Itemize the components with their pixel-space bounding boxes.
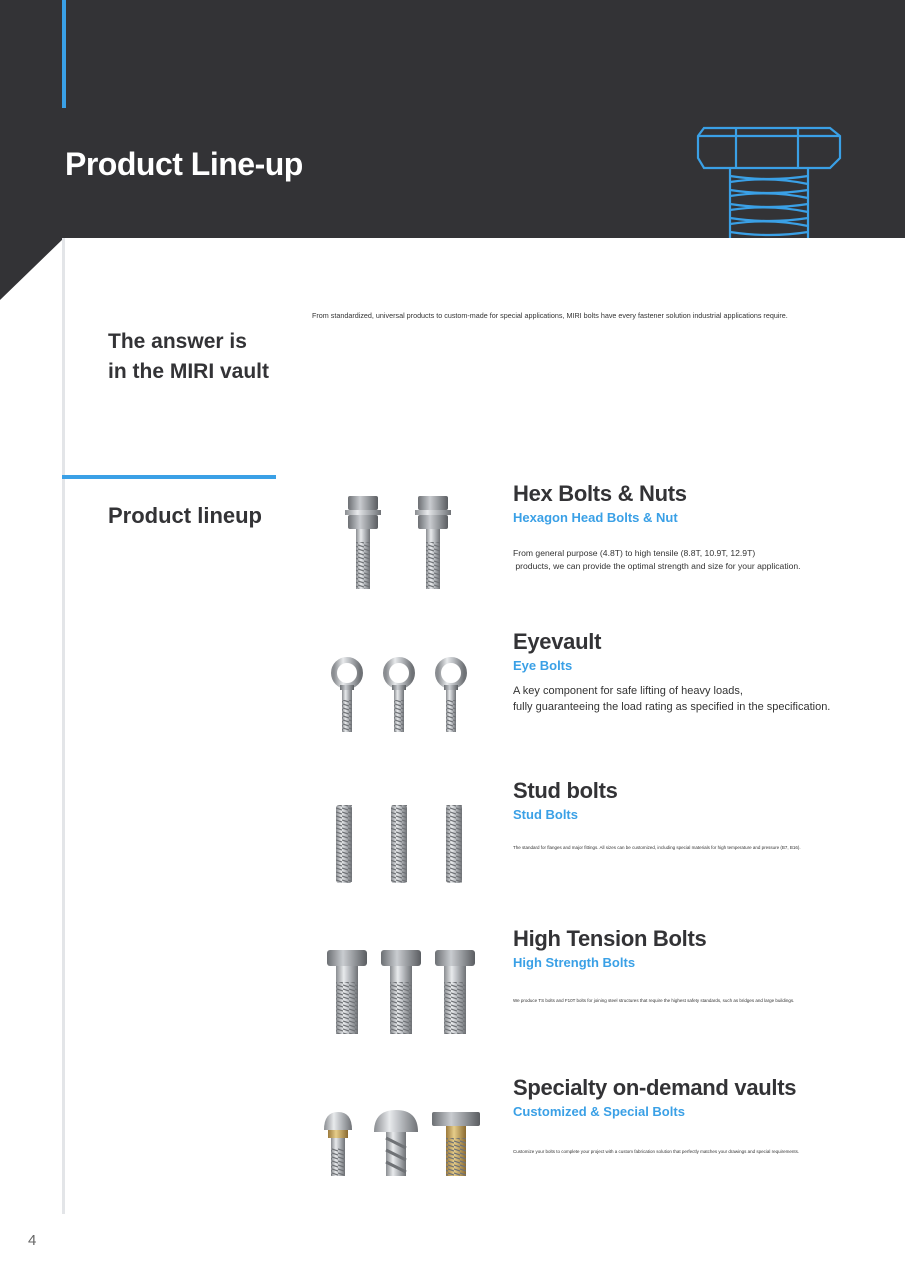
page-title: Product Line-up xyxy=(65,146,303,182)
high-tension-bolt-2 xyxy=(381,950,421,1034)
stud-bolt-2 xyxy=(391,805,407,883)
bolt-outline-icon xyxy=(690,118,850,238)
product-subtitle: High Strength Bolts xyxy=(513,955,636,970)
hex-bolts-image xyxy=(340,492,470,592)
product-title: Stud bolts xyxy=(513,778,618,803)
product-title: Eyevault xyxy=(513,629,602,654)
high-tension-bolt-1 xyxy=(327,950,367,1034)
description-line: products, we can provide the optimal strength and size for your application. xyxy=(513,561,801,571)
product-description xyxy=(513,683,830,715)
left-vertical-rule xyxy=(62,238,65,1214)
product-eye-bolts xyxy=(513,629,830,715)
product-special-bolts xyxy=(513,1075,799,1155)
product-description: Customize your bolts to complete your project with a custom fabrication solution that perfectly matches your drawings and special requirements. xyxy=(513,1149,800,1154)
special-bolt-3 xyxy=(432,1112,480,1176)
eye-bolts-image xyxy=(325,655,475,735)
eye-bolt-2 xyxy=(386,660,412,732)
product-subtitle: Eye Bolts xyxy=(513,658,573,673)
special-bolt-1 xyxy=(324,1112,352,1176)
eye-bolt-1 xyxy=(334,660,360,732)
high-tension-bolts-image xyxy=(325,948,480,1036)
product-description: The standard for flanges and major fittings. All sizes can be customized, including special materials for high temperature and pressure (B7, B16). xyxy=(513,845,801,850)
eye-bolt-3 xyxy=(438,660,464,732)
description-line: fully guaranteeing the load rating as specified in the specification. xyxy=(513,701,831,713)
product-subtitle: Stud Bolts xyxy=(513,807,578,822)
stud-bolt-3 xyxy=(446,805,462,883)
intro-heading-line1: The answer is xyxy=(108,330,247,353)
special-bolt-2 xyxy=(374,1110,418,1176)
product-stud-bolts xyxy=(513,778,801,851)
stud-bolt-1 xyxy=(336,805,352,883)
hex-bolt-2 xyxy=(415,496,451,589)
intro-heading xyxy=(108,327,269,387)
product-title: High Tension Bolts xyxy=(513,926,707,951)
header-accent-bar xyxy=(62,0,66,108)
lineup-accent-rule xyxy=(62,475,276,479)
product-subtitle: Customized & Special Bolts xyxy=(513,1104,685,1119)
product-description: We produce TS bolts and F10T bolts for joining steel structures that require the highest safety standards, such as bridges and large buildings. xyxy=(513,998,795,1003)
lineup-heading: Product lineup xyxy=(108,503,262,528)
product-title: Specialty on-demand vaults xyxy=(513,1075,797,1100)
page-number: 4 xyxy=(28,1232,37,1249)
product-description xyxy=(513,547,801,573)
high-tension-bolt-3 xyxy=(435,950,475,1034)
product-hex-bolts xyxy=(513,481,801,573)
description-line: A key component for safe lifting of heavy loads, xyxy=(513,685,743,697)
description-line: From general purpose (4.8T) to high tensile (8.8T, 10.9T, 12.9T) xyxy=(513,548,756,558)
product-subtitle: Hexagon Head Bolts & Nut xyxy=(513,510,678,525)
intro-text: From standardized, universal products to custom-made for special applications, MIRI bolts have every fastener solution industrial applications require. xyxy=(312,311,788,320)
product-title: Hex Bolts & Nuts xyxy=(513,481,687,506)
hex-bolt-1 xyxy=(345,496,381,589)
special-bolts-image xyxy=(320,1108,485,1180)
product-high-tension-bolts xyxy=(513,926,794,1004)
intro-heading-line2: in the MIRI vault xyxy=(108,360,270,383)
corner-triangle xyxy=(0,238,64,300)
stud-bolts-image xyxy=(330,803,470,885)
